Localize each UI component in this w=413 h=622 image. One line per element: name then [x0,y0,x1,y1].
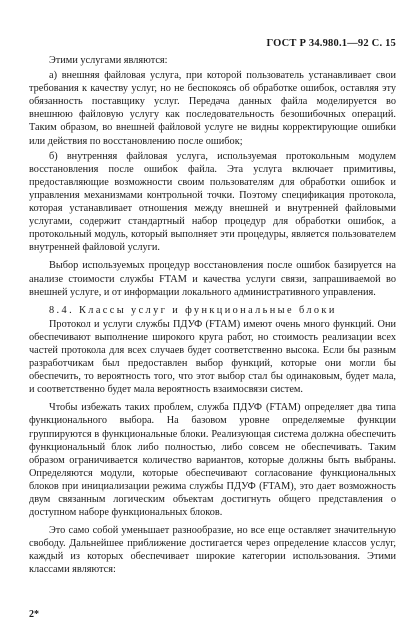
paragraph-intro: Этими услугами являются: [49,55,168,66]
paragraph-avoid: Чтобы избежать таких проблем, служба ПДУФ (FTAM) определяет два типа функционального выбора. На базовом уровне определяемые функции группируются в функциональные блоки. Реализующая система должна обеспечить функциональный блок либо полностью, либо совсем не обеспечивать. Таким образом ограничивается количество вариантов, которые должны быть выбраны. Определяются модули, которые обеспечивают согласование функциональных блоков при инициализации режима службы ПДУФ (FTAM), это дает возможность двум связанным логическим объектам достигнуть общего представления о доступном наборе функциональных блоков. [29,402,396,519]
paragraph-choice: Выбор используемых процедур восстановления после ошибок базируется на анализе стоимости службы FTAM и качества услуги связи, запрашиваемой во внешней услуге, и от информации локального административного управления. [29,260,396,298]
page-header: ГОСТ Р 34.980.1—92 С. 15 [266,38,396,49]
list-item-b: б) внутренняя файловая услуга, используемая протокольным модулем восстановления после ошибок файла. Эта услуга включает примитивы, предоставляющие возможности своим пользователям для обработки ошибок и управления механизмами контрольной точки. Поэтому спецификация протокола, которая устанавливает отношения между внешней и внутренней файловыми услугами, содержит стандартный набор процедур для обработки ошибок, а протокольный модуль, который выполняет эти процедуры, является пользователем внутренней файловой услуги. [29,150,396,254]
section-title: 8.4. Классы услуг и функциональные блоки [49,304,337,316]
document-body [29,54,396,582]
signature-mark: 2* [29,609,39,620]
paragraph-reduce: Это само собой уменьшает разнообразие, но все еще оставляет значительную свободу. Дальнейшее приближение достигается через определение классов услуг, каждый из которых обеспечивает широкие категории использования. Этими классами являются: [29,525,396,576]
paragraph-protocol: Протокол и услуги службы ПДУФ (FTAM) имеют очень много функций. Они обеспечивают выполнение широкого круга работ, но стоимость реализации всех частей протокола для всех случаев будет соответственно высока. Если бы разным разработчикам был предоставлен выбор функций, которые они могли бы обеспечить, то вероятность того, что этот выбор стал бы одинаковым, будет мала, и соответственно будет мала вероятность взаимосвязи систем. [29,318,396,396]
list-item-a: а) внешняя файловая услуга, при которой пользователь устанавливает свои требования к качеству услуг, но не беспокоясь об обработке ошибок, оставляя эту обязанность поставщику услуг. Передача данных файла моделируется во внешнюю файловую услугу как последовательность безошибочных операций. Таким образом, во внешней файловой услуге не видны корректирующие ошибки или действия по восстановлению после ошибок; [29,70,396,147]
